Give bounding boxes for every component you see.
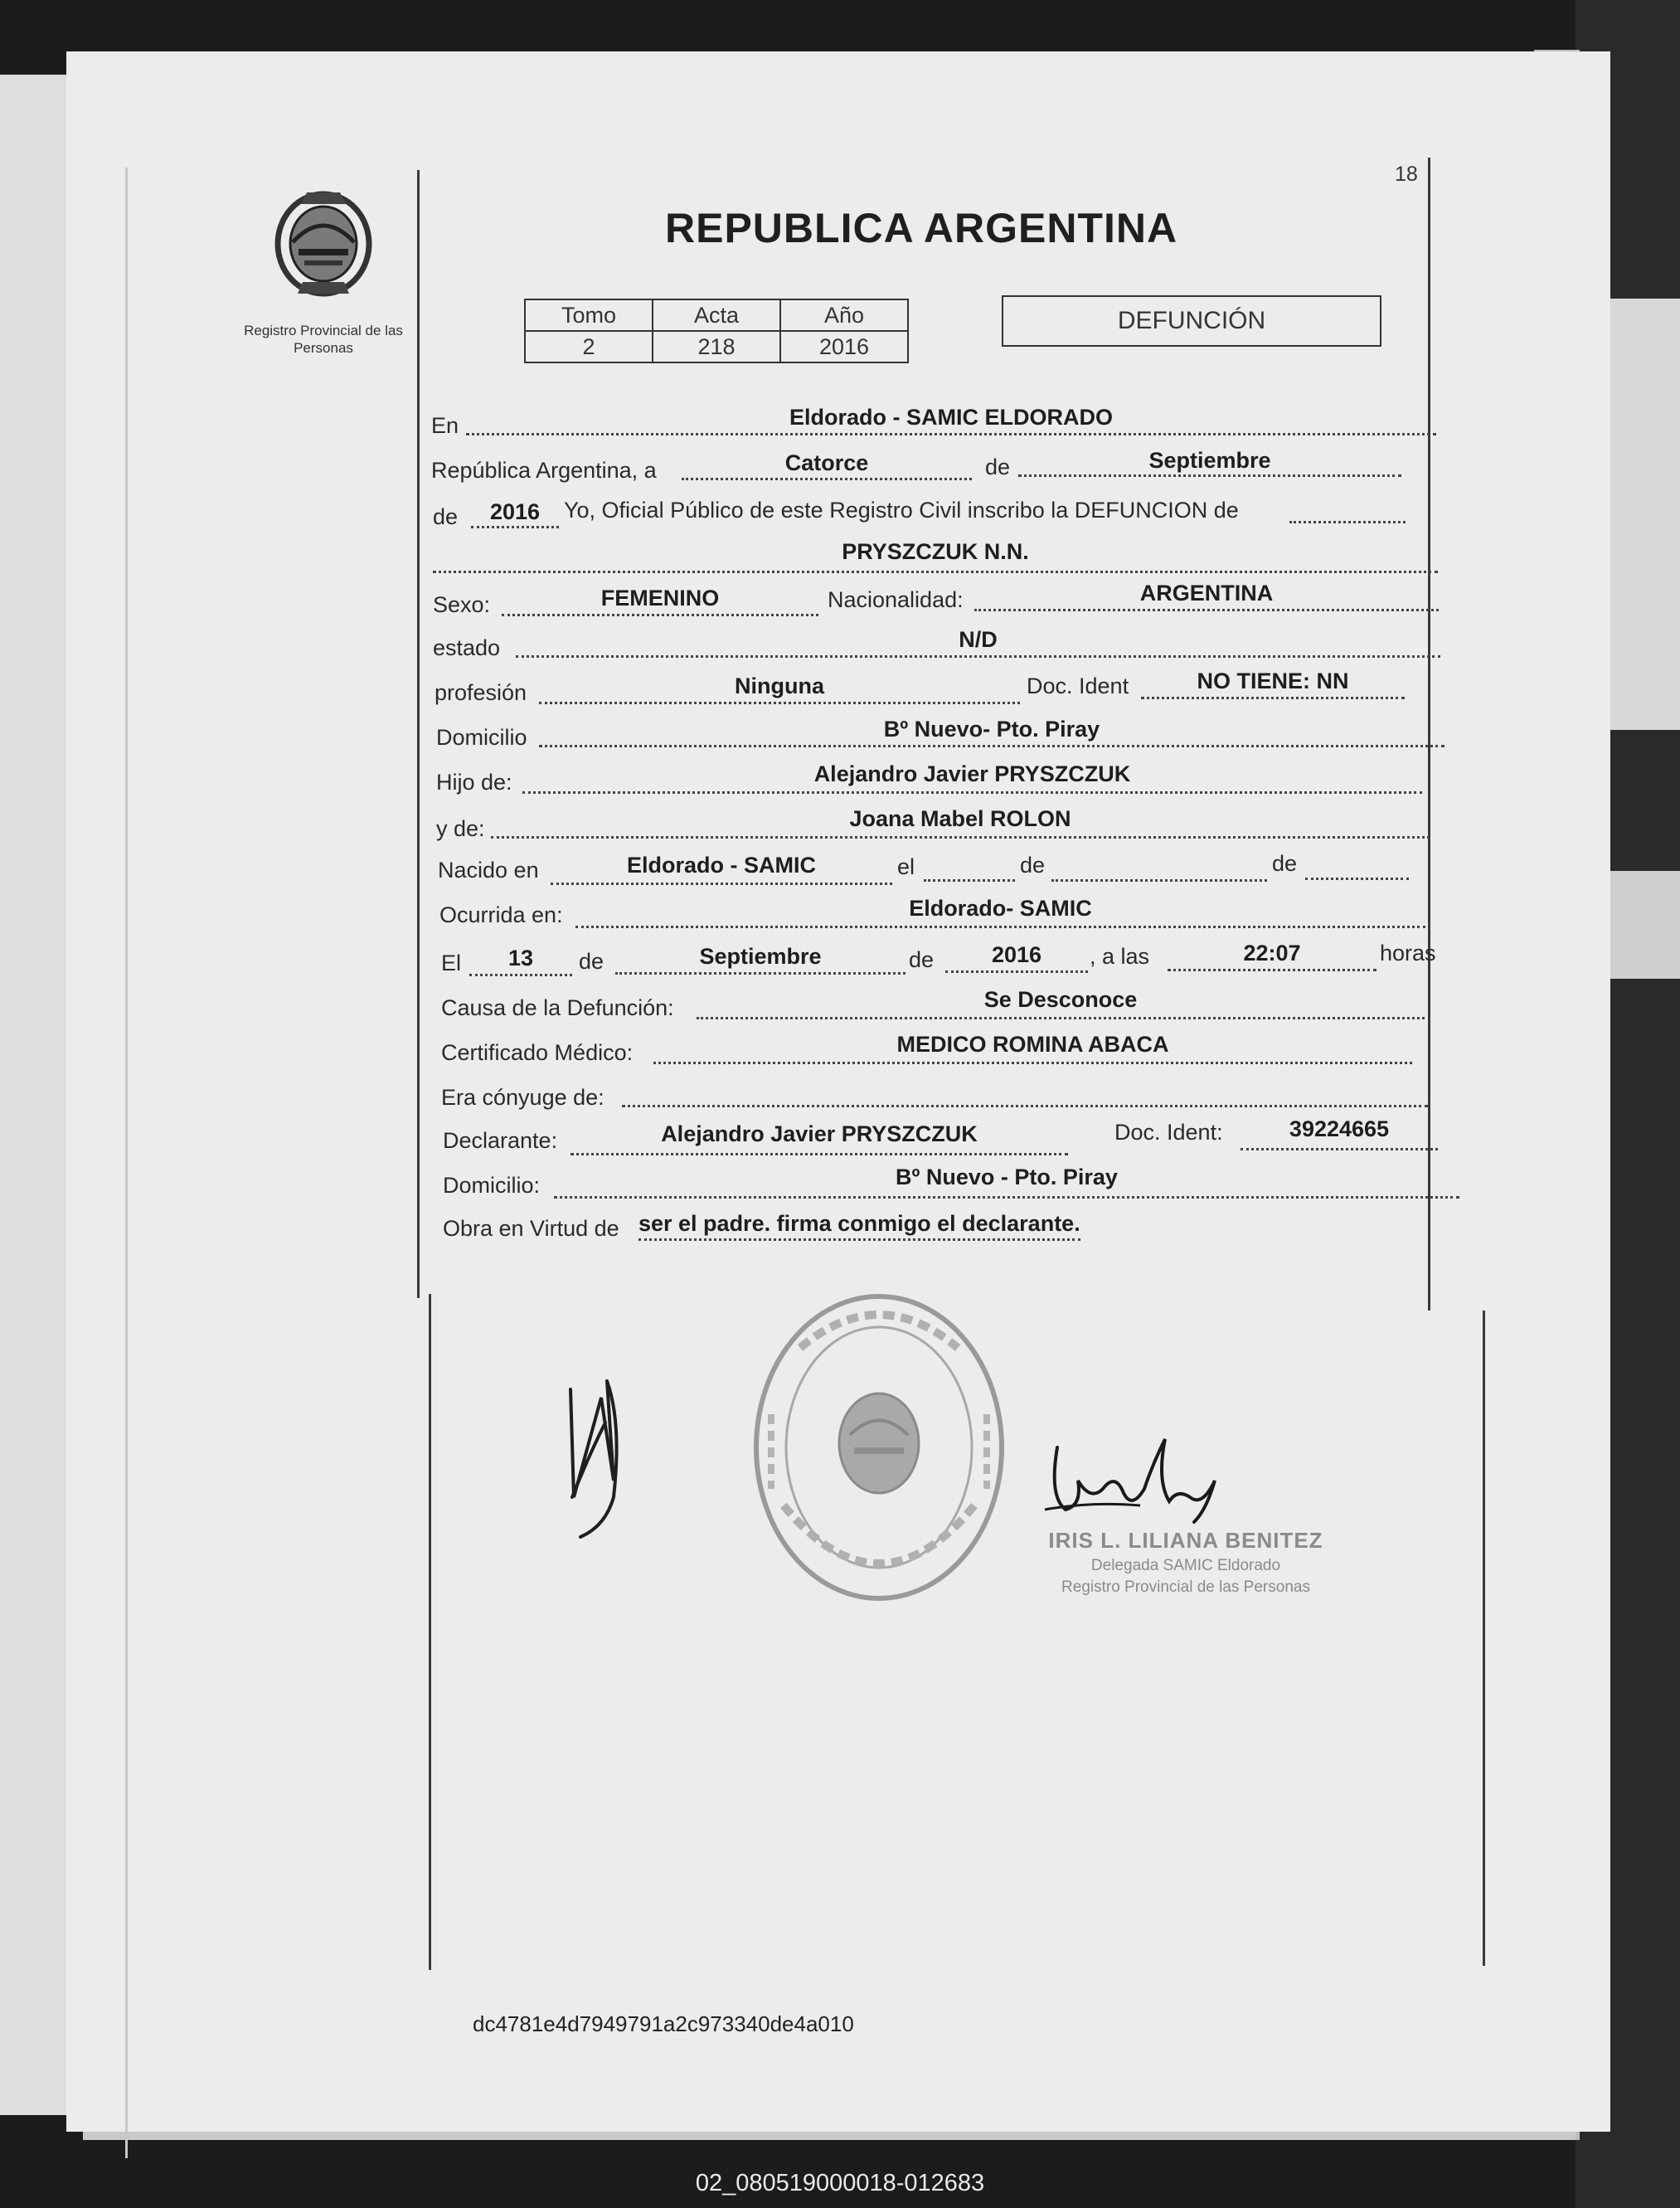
decl-doc-line bbox=[1241, 1148, 1438, 1150]
nacido-value: Eldorado - SAMIC bbox=[627, 853, 816, 878]
doc-value: NO TIENE: NN bbox=[1197, 669, 1349, 693]
estado-value: N/D bbox=[959, 627, 998, 652]
profesion-value: Ninguna bbox=[735, 674, 824, 698]
anio-prefix: de bbox=[433, 504, 459, 529]
hijo-value: Alejandro Javier PRYSZCZUK bbox=[813, 761, 1131, 786]
registry-label: Registro Provincial de las Personas bbox=[244, 323, 403, 356]
ocurrida-value: Eldorado- SAMIC bbox=[909, 896, 1092, 921]
official-stamp bbox=[1028, 1528, 1343, 1597]
ref-header-acta: Acta bbox=[653, 299, 780, 331]
profesion-line bbox=[539, 702, 1020, 704]
doc-label: Doc. Ident bbox=[1027, 674, 1129, 698]
horas-label: horas bbox=[1380, 941, 1436, 965]
nacido-el-label: el bbox=[897, 854, 915, 879]
declarante-label: Declarante: bbox=[443, 1128, 558, 1153]
nacionalidad-line bbox=[974, 609, 1439, 611]
ref-header-tomo: Tomo bbox=[525, 299, 653, 331]
decl-dom-value: Bº Nuevo - Pto. Piray bbox=[896, 1165, 1118, 1189]
country-title: REPUBLICA ARGENTINA bbox=[665, 205, 1178, 251]
ocurrida-label: Ocurrida en: bbox=[439, 902, 563, 927]
fecha-mes-line bbox=[615, 972, 906, 975]
obra-label: Obra en Virtud de bbox=[443, 1216, 619, 1241]
estado-line bbox=[516, 655, 1440, 658]
decl-doc-label: Doc. Ident: bbox=[1114, 1120, 1223, 1145]
nacionalidad-label: Nacionalidad: bbox=[828, 587, 964, 612]
anio-line bbox=[471, 526, 559, 528]
sexo-line bbox=[502, 614, 818, 616]
conyuge-label: Era cónyuge de: bbox=[441, 1085, 605, 1110]
yde-line bbox=[491, 836, 1430, 839]
republica-label: República Argentina, a bbox=[431, 458, 657, 483]
file-identifier: 02_080519000018-012683 bbox=[695, 2170, 985, 2196]
fecha-el-label: El bbox=[441, 951, 462, 975]
declarant-signature-icon bbox=[556, 1373, 647, 1539]
page-gutter bbox=[125, 168, 128, 2158]
decl-dom-label: Domicilio: bbox=[443, 1173, 541, 1198]
decl-doc-value: 39224665 bbox=[1289, 1116, 1390, 1141]
declarante-line bbox=[571, 1153, 1068, 1155]
fecha-mes-value: Septiembre bbox=[699, 944, 822, 969]
frame-line-right-bottom bbox=[1483, 1311, 1485, 1966]
dia-line bbox=[682, 478, 972, 480]
estado-label: estado bbox=[433, 635, 501, 660]
mes-value: Septiembre bbox=[1148, 448, 1271, 473]
causa-line bbox=[697, 1017, 1425, 1019]
ocurrida-line bbox=[575, 926, 1425, 928]
nacido-de2-label: de bbox=[1272, 851, 1298, 876]
nombre-line bbox=[433, 571, 1438, 573]
page-number: 18 bbox=[1395, 163, 1418, 186]
lugar-line bbox=[466, 433, 1436, 435]
hijo-line bbox=[522, 791, 1422, 794]
profesion-label: profesión bbox=[435, 680, 527, 705]
oficial-tail-line bbox=[1289, 521, 1406, 523]
nacido-anio-line bbox=[1305, 878, 1409, 880]
declarante-value: Alejandro Javier PRYSZCZUK bbox=[661, 1121, 978, 1146]
nacido-label: Nacido en bbox=[438, 858, 539, 883]
certificado-line bbox=[653, 1062, 1412, 1064]
anio-value: 2016 bbox=[489, 499, 541, 524]
fecha-dia-value: 13 bbox=[507, 946, 534, 970]
causa-label: Causa de la Defunción: bbox=[441, 995, 674, 1020]
frame-line-left-bottom bbox=[429, 1294, 431, 1970]
doc-line bbox=[1141, 697, 1405, 699]
nacido-dia-line bbox=[924, 879, 1015, 882]
nacido-de1-label: de bbox=[1020, 853, 1046, 878]
certificado-label: Certificado Médico: bbox=[441, 1040, 634, 1065]
fecha-anio-line bbox=[945, 970, 1088, 973]
sexo-label: Sexo: bbox=[433, 592, 491, 617]
domicilio-line bbox=[539, 745, 1445, 747]
de-label: de bbox=[985, 455, 1011, 479]
registry-seal-icon bbox=[750, 1290, 1008, 1605]
reference-table bbox=[524, 299, 909, 363]
lugar-value: Eldorado - SAMIC ELDORADO bbox=[789, 405, 1113, 430]
certificado-value: MEDICO ROMINA ABACA bbox=[896, 1032, 1169, 1057]
conyuge-line bbox=[622, 1105, 1428, 1107]
record-type-box: DEFUNCIÓN bbox=[1002, 295, 1381, 347]
domicilio-value: Bº Nuevo- Pto. Piray bbox=[883, 717, 1100, 742]
fecha-anio-value: 2016 bbox=[991, 942, 1042, 967]
official-signature-icon bbox=[1041, 1431, 1231, 1530]
decl-dom-line bbox=[554, 1196, 1459, 1199]
hora-line bbox=[1168, 969, 1377, 971]
official-name: IRIS L. LILIANA BENITEZ bbox=[1048, 1528, 1323, 1553]
fecha-dia-line bbox=[469, 974, 572, 976]
official-role: Delegada SAMIC Eldorado bbox=[1090, 1557, 1281, 1574]
sexo-value: FEMENINO bbox=[600, 586, 720, 610]
left-page bbox=[0, 75, 66, 2115]
causa-value: Se Desconoce bbox=[983, 987, 1138, 1012]
document-page bbox=[66, 51, 1610, 2132]
ref-value-acta: 218 bbox=[653, 331, 780, 362]
official-office: Registro Provincial de las Personas bbox=[1061, 1578, 1310, 1596]
hora-value: 22:07 bbox=[1243, 941, 1301, 965]
document-hash: dc4781e4d7949791a2c973340de4a010 bbox=[473, 2011, 854, 2036]
nombre-value: PRYSZCZUK N.N. bbox=[842, 539, 1029, 564]
oficial-text: Yo, Oficial Público de este Registro Civil inscribo la DEFUNCION de bbox=[564, 498, 1239, 523]
frame-line-left-top bbox=[417, 170, 420, 1298]
hijo-label: Hijo de: bbox=[436, 770, 512, 795]
fecha-de1-label: de bbox=[579, 949, 605, 974]
ref-header-anio: Año bbox=[780, 299, 908, 331]
nacido-line bbox=[551, 883, 892, 885]
alas-label: , a las bbox=[1090, 944, 1150, 969]
obra-value: ser el padre. firma conmigo el declarante. bbox=[638, 1211, 1080, 1241]
mes-line bbox=[1018, 474, 1401, 477]
yde-label: y de: bbox=[436, 816, 485, 841]
nacionalidad-value: ARGENTINA bbox=[1139, 581, 1274, 605]
provincial-crest-icon bbox=[269, 184, 377, 300]
fecha-de2-label: de bbox=[909, 947, 935, 972]
ref-value-tomo: 2 bbox=[525, 331, 653, 362]
ref-value-anio: 2016 bbox=[780, 331, 908, 362]
yde-value: Joana Mabel ROLON bbox=[849, 806, 1071, 831]
nacido-mes-line bbox=[1051, 879, 1267, 882]
lugar-label: En bbox=[431, 413, 459, 438]
dia-value: Catorce bbox=[784, 450, 869, 475]
domicilio-label: Domicilio bbox=[436, 725, 527, 750]
